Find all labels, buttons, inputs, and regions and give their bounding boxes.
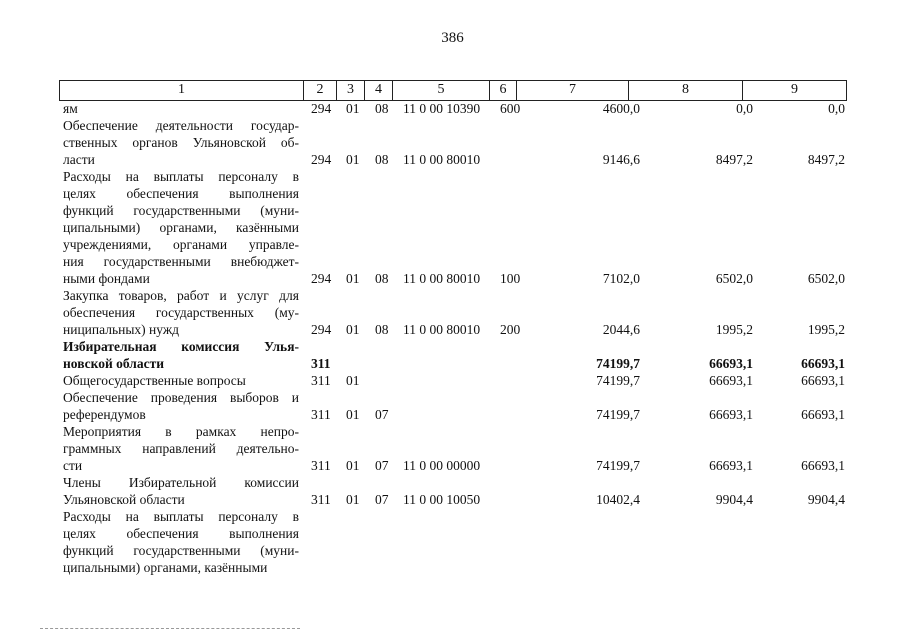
row-description-line: целях обеспечения выполнения (63, 526, 299, 541)
header-col-6: 6 (489, 81, 516, 100)
row-description-line: референдумов (63, 407, 146, 422)
row-description-line: Члены Избирательной комиссии (63, 475, 299, 490)
row-description-line: новской области (63, 356, 165, 371)
row-description (63, 423, 299, 474)
row-description-line: Обеспечение проведения выборов и (63, 390, 299, 405)
cell-c2: 294 (311, 271, 332, 286)
cell-c9: 66693,1 (801, 458, 845, 473)
row-description-line: Закупка товаров, работ и услуг для (63, 288, 299, 303)
row-description-line: граммных направлений деятельно- (63, 441, 299, 456)
row-description-line: функций государственными (муни- (63, 543, 299, 558)
row-description-line: обеспечения государственных (му- (63, 305, 299, 320)
cell-c2: 311 (311, 458, 331, 473)
cell-c9: 66693,1 (801, 373, 845, 388)
row-description-line: сти (63, 458, 83, 473)
cell-c8: 66693,1 (709, 373, 753, 388)
cell-c8: 0,0 (736, 101, 753, 116)
row-description-line: Мероприятия в рамках непро- (63, 424, 299, 439)
row-description (63, 474, 299, 508)
row-description (63, 389, 299, 423)
header-col-1: 1 (59, 81, 303, 100)
cell-c9: 6502,0 (807, 271, 845, 286)
cell-c7: 9146,6 (602, 152, 640, 167)
row-description (63, 338, 299, 372)
row-description-line: Ульяновской области (63, 492, 185, 507)
cell-c8: 66693,1 (709, 356, 753, 371)
cell-c4: 07 (375, 458, 389, 473)
row-description-line: учреждениями, органами управле- (63, 237, 299, 252)
row-description-line: функций государственными (муни- (63, 203, 299, 218)
cell-c9: 1995,2 (807, 322, 845, 337)
row-description (63, 508, 299, 576)
cell-c3: 01 (346, 322, 360, 337)
cell-c2: 294 (311, 101, 332, 116)
cell-c8: 1995,2 (715, 322, 753, 337)
row-description-line: ния государственными внебюджет- (63, 254, 299, 269)
page-footer-rule (40, 628, 300, 630)
cell-c6: 200 (500, 322, 521, 337)
row-description-line: Расходы на выплаты персоналу в (63, 169, 299, 184)
page-number: 386 (441, 30, 464, 46)
cell-c4: 08 (375, 152, 389, 167)
row-description-line: ственных органов Ульяновской об- (63, 135, 299, 150)
cell-c5: 11 0 00 80010 (403, 322, 481, 337)
header-col-7: 7 (516, 81, 628, 100)
cell-c2: 311 (311, 356, 331, 371)
row-description-line: Избирательная комиссия Улья- (63, 339, 299, 354)
row-description-line: ципальными) органами, казёнными (63, 220, 299, 235)
row-description (63, 287, 299, 338)
row-description-line: ными фондами (63, 271, 150, 286)
cell-c7: 74199,7 (596, 373, 640, 388)
cell-c7: 10402,4 (596, 492, 640, 507)
cell-c3: 01 (346, 152, 360, 167)
row-description-line: Расходы на выплаты персоналу в (63, 509, 299, 524)
cell-c3: 01 (346, 407, 360, 422)
row-description (63, 100, 299, 117)
cell-c5: 11 0 00 80010 (403, 271, 481, 286)
row-description-line: ниципальных) нужд (63, 322, 180, 337)
cell-c9: 66693,1 (801, 407, 845, 422)
cell-c4: 08 (375, 101, 389, 116)
cell-c4: 08 (375, 271, 389, 286)
cell-c5: 11 0 00 80010 (403, 152, 481, 167)
header-col-5: 5 (392, 81, 489, 100)
cell-c9: 0,0 (828, 101, 845, 116)
cell-c7: 2044,6 (602, 322, 640, 337)
row-description-line: Общегосударственные вопросы (63, 373, 246, 388)
cell-c7: 7102,0 (602, 271, 640, 286)
cell-c7: 4600,0 (602, 101, 640, 116)
cell-c8: 66693,1 (709, 458, 753, 473)
cell-c3: 01 (346, 101, 360, 116)
cell-c5: 11 0 00 00000 (403, 458, 481, 473)
cell-c4: 07 (375, 407, 389, 422)
cell-c2: 294 (311, 322, 332, 337)
cell-c8: 6502,0 (715, 271, 753, 286)
cell-c4: 08 (375, 322, 389, 337)
cell-c3: 01 (346, 492, 360, 507)
cell-c2: 311 (311, 492, 331, 507)
cell-c7: 74199,7 (596, 458, 640, 473)
row-description-line: Обеспечение деятельности государ- (63, 118, 299, 133)
cell-c3: 01 (346, 271, 360, 286)
cell-c4: 07 (375, 492, 389, 507)
cell-c2: 311 (311, 373, 331, 388)
header-col-2: 2 (303, 81, 336, 100)
row-description-line: ласти (63, 152, 95, 167)
header-col-4: 4 (364, 81, 392, 100)
cell-c2: 311 (311, 407, 331, 422)
row-description (63, 372, 299, 389)
header-col-9: 9 (742, 81, 847, 100)
header-col-3: 3 (336, 81, 364, 100)
row-description (63, 168, 299, 287)
cell-c9: 8497,2 (807, 152, 845, 167)
cell-c8: 8497,2 (715, 152, 753, 167)
cell-c3: 01 (346, 373, 360, 388)
cell-c8: 9904,4 (715, 492, 753, 507)
header-col-8: 8 (628, 81, 742, 100)
cell-c3: 01 (346, 458, 360, 473)
table-header (59, 80, 847, 101)
cell-c5: 11 0 00 10390 (403, 101, 481, 116)
row-description (63, 117, 299, 168)
cell-c9: 66693,1 (801, 356, 845, 371)
row-description-line: целях обеспечения выполнения (63, 186, 299, 201)
row-description-line: ципальными) органами, казёнными (63, 560, 268, 575)
cell-c2: 294 (311, 152, 332, 167)
cell-c9: 9904,4 (807, 492, 845, 507)
row-description-line: ям (63, 101, 78, 116)
cell-c8: 66693,1 (709, 407, 753, 422)
cell-c6: 100 (500, 271, 521, 286)
cell-c5: 11 0 00 10050 (403, 492, 481, 507)
cell-c7: 74199,7 (596, 407, 640, 422)
cell-c6: 600 (500, 101, 521, 116)
cell-c7: 74199,7 (596, 356, 640, 371)
